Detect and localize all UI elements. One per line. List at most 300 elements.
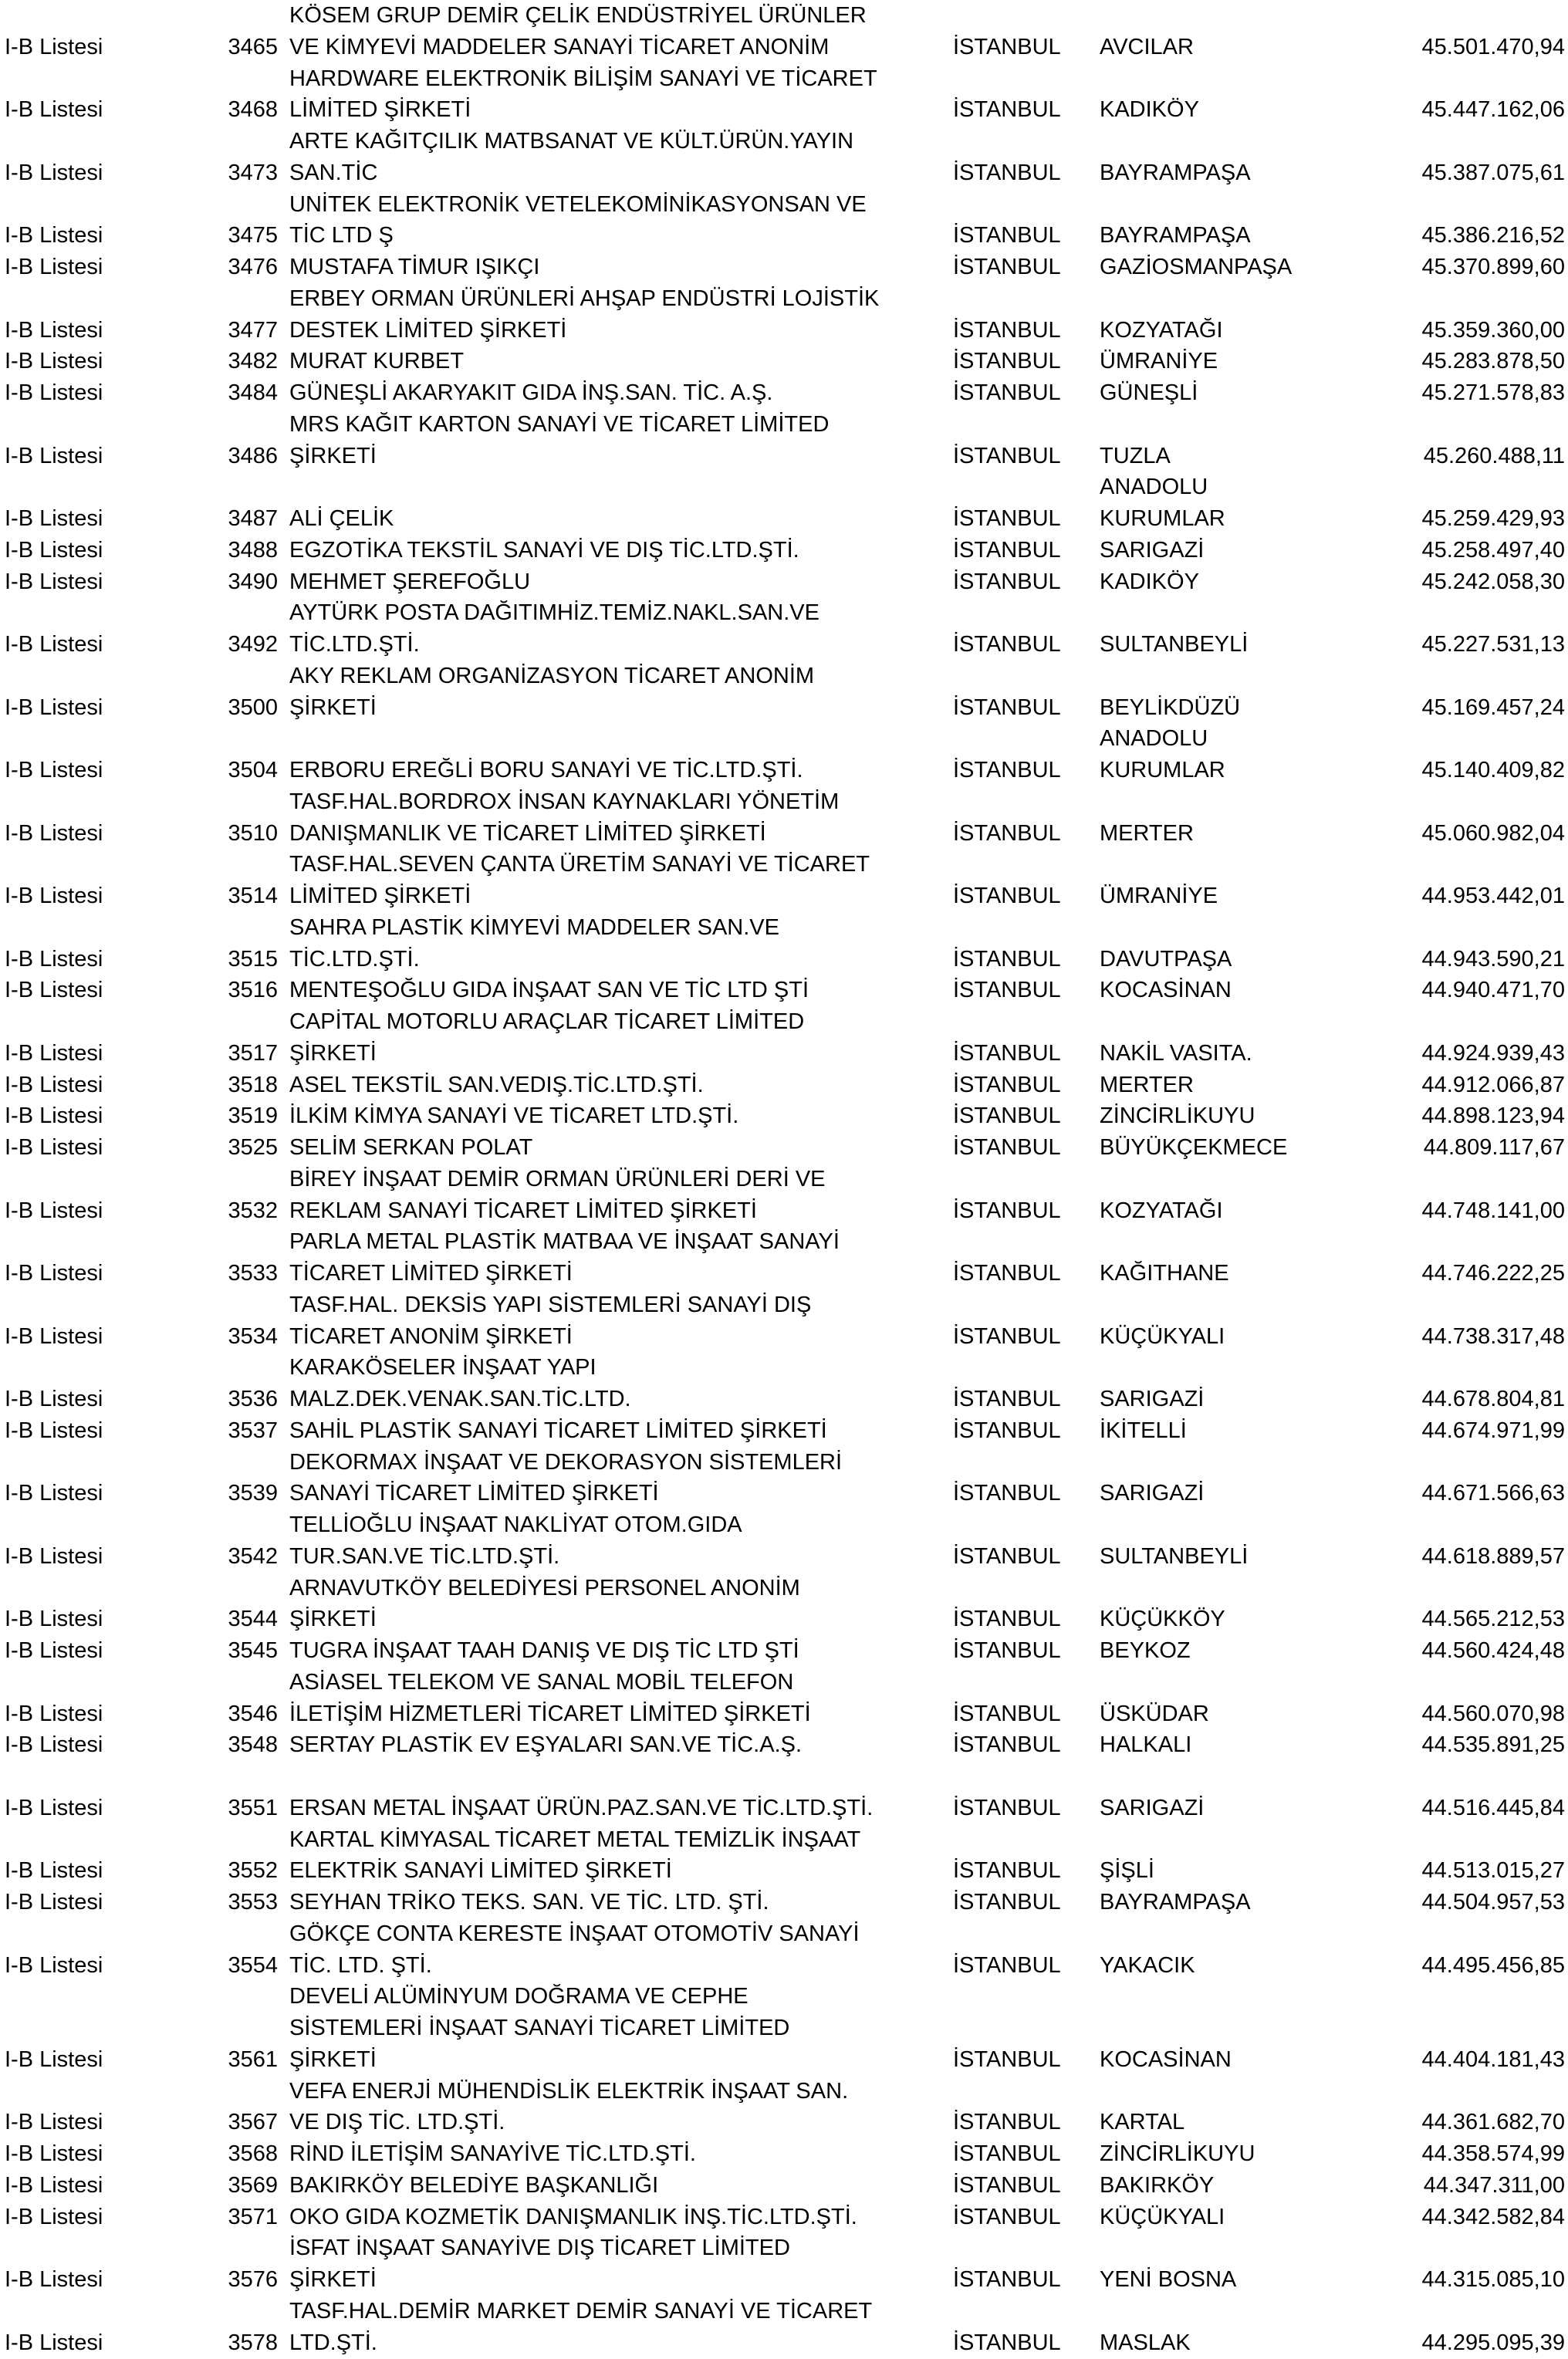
- company-name-cell: MEHMET ŞEREFOĞLU: [289, 569, 531, 594]
- amount-cell: [1412, 1447, 1568, 1479]
- company-name-cell: ASEL TEKSTİL SAN.VEDIŞ.TİC.LTD.ŞTİ.: [289, 1072, 704, 1097]
- tax-office-cell: [1100, 1164, 1412, 1195]
- table-row: [0, 849, 1568, 880]
- amount-cell: 44.746.222,25: [1421, 1261, 1565, 1286]
- company-name-cell: DEVELİ ALÜMİNYUM DOĞRAMA VE CEPHE: [289, 1984, 749, 2009]
- city-cell: İSTANBUL: [953, 34, 1061, 59]
- row-number-cell: 3571: [228, 2204, 278, 2229]
- list-label-cell: [0, 786, 218, 818]
- company-name-cell: ŞİRKETİ: [289, 2267, 377, 2292]
- tax-office-cell: KURUMLAR: [1100, 758, 1225, 782]
- amount-cell: 44.404.181,43: [1421, 2046, 1565, 2072]
- city-cell: İSTANBUL: [953, 349, 1061, 374]
- row-number-cell: 3546: [228, 1701, 278, 1726]
- city-cell: [953, 1981, 1100, 2013]
- amount-cell: 44.565.212,53: [1421, 1607, 1565, 1632]
- table-row: [0, 1132, 1568, 1164]
- tax-office-cell: BEYLİKDÜZÜ: [1100, 695, 1241, 720]
- city-cell: İSTANBUL: [953, 255, 1061, 279]
- row-number-cell: 3504: [228, 758, 278, 782]
- city-cell: [953, 1824, 1100, 1856]
- table-row: [0, 975, 1568, 1006]
- list-label-cell: I-B Listesi: [5, 2172, 103, 2198]
- amount-cell: [1412, 1226, 1568, 1258]
- tax-office-cell: [1100, 1824, 1412, 1856]
- list-label-cell: [0, 1761, 218, 1793]
- tax-office-cell: [1100, 1573, 1412, 1604]
- row-number-cell: [218, 471, 278, 503]
- list-label-cell: I-B Listesi: [5, 2267, 103, 2292]
- company-name-cell: ARNAVUTKÖY BELEDİYESİ PERSONEL ANONİM: [289, 1575, 800, 1600]
- company-name-cell: DANIŞMANLIK VE TİCARET LİMİTED ŞİRKETİ: [289, 820, 766, 846]
- amount-cell: [1412, 283, 1568, 315]
- tax-office-cell: SARIGAZİ: [1100, 1481, 1205, 1506]
- list-label-cell: I-B Listesi: [5, 255, 103, 279]
- list-label-cell: [0, 661, 218, 692]
- tax-office-cell: [1100, 1761, 1412, 1793]
- row-number-cell: [218, 1573, 278, 1604]
- row-number-cell: [218, 1226, 278, 1258]
- amount-cell: 45.271.578,83: [1421, 380, 1565, 405]
- city-cell: [953, 1164, 1100, 1195]
- row-number-cell: 3532: [228, 1198, 278, 1223]
- row-number-cell: 3500: [228, 695, 278, 720]
- list-label-cell: I-B Listesi: [5, 1952, 103, 1978]
- company-name-cell: AYTÜRK POSTA DAĞITIMHİZ.TEMİZ.NAKL.SAN.VE: [289, 600, 819, 626]
- amount-cell: 44.295.095,39: [1421, 2330, 1565, 2355]
- table-row: [0, 692, 1568, 724]
- tax-office-cell: [1100, 2076, 1412, 2107]
- city-cell: İSTANBUL: [953, 317, 1061, 343]
- amount-cell: [1412, 2076, 1568, 2107]
- list-label-cell: [0, 126, 218, 157]
- city-cell: İSTANBUL: [953, 223, 1061, 248]
- city-cell: İSTANBUL: [953, 1418, 1061, 1443]
- tax-office-cell: [1100, 786, 1412, 818]
- company-name-cell: TASF.HAL. DEKSİS YAPI SİSTEMLERİ SANAYİ DIŞ: [289, 1292, 812, 1317]
- company-name-cell: VE DIŞ TİC. LTD.ŞTİ.: [289, 2110, 505, 2135]
- list-label-cell: [0, 1006, 218, 1038]
- table-row: [0, 818, 1568, 850]
- list-label-cell: I-B Listesi: [5, 2330, 103, 2355]
- city-cell: [953, 189, 1100, 221]
- table-row: [0, 1289, 1568, 1321]
- city-cell: İSTANBUL: [953, 1890, 1061, 1915]
- company-name-cell: SAHRA PLASTİK KİMYEVİ MADDELER SAN.VE: [289, 914, 779, 940]
- table-row: [0, 1604, 1568, 1635]
- city-cell: [953, 786, 1100, 818]
- company-name-cell: ELEKTRİK SANAYİ LİMİTED ŞİRKETİ: [289, 1858, 672, 1884]
- table-row: [0, 32, 1568, 63]
- tax-office-cell: AVCILAR: [1100, 34, 1194, 59]
- amount-cell: 44.315.085,10: [1421, 2267, 1565, 2292]
- table-row: [0, 1447, 1568, 1479]
- company-name-cell: MUSTAFA TİMUR IŞIKÇI: [289, 255, 540, 279]
- company-name-cell: LİMİTED ŞİRKETİ: [289, 97, 471, 123]
- list-label-cell: [0, 471, 218, 503]
- list-label-cell: [0, 189, 218, 221]
- tax-office-cell: ÜSKÜDAR: [1100, 1701, 1209, 1726]
- city-cell: İSTANBUL: [953, 2330, 1061, 2355]
- list-label-cell: I-B Listesi: [5, 1387, 103, 1411]
- city-cell: İSTANBUL: [953, 1323, 1061, 1349]
- city-cell: İSTANBUL: [953, 1858, 1061, 1884]
- table-row: [0, 0, 1568, 32]
- list-label-cell: [0, 0, 218, 32]
- amount-cell: 44.912.066,87: [1421, 1072, 1565, 1097]
- company-name-cell: ŞİRKETİ: [289, 1040, 377, 1066]
- company-name-cell: MRS KAĞIT KARTON SANAYİ VE TİCARET LİMİTED: [289, 411, 830, 437]
- amount-cell: 44.943.590,21: [1421, 946, 1565, 972]
- table-row: [0, 1509, 1568, 1541]
- row-number-cell: [218, 409, 278, 441]
- tax-office-cell: BAYRAMPAŞA: [1100, 1890, 1251, 1915]
- company-name-cell: SAHİL PLASTİK SANAYİ TİCARET LİMİTED ŞİRKETİ: [289, 1418, 827, 1443]
- table-row: [0, 1918, 1568, 1950]
- tax-office-cell: KÜÇÜKYALI: [1100, 2204, 1225, 2229]
- tax-office-cell: [1100, 0, 1412, 32]
- city-cell: İSTANBUL: [953, 443, 1061, 468]
- amount-cell: 45.260.488,11: [1423, 443, 1565, 468]
- amount-cell: 45.387.075,61: [1421, 160, 1565, 185]
- row-number-cell: [218, 0, 278, 32]
- amount-cell: 44.560.424,48: [1421, 1638, 1565, 1663]
- city-cell: İSTANBUL: [953, 758, 1061, 782]
- company-name-cell: SİSTEMLERİ İNŞAAT SANAYİ TİCARET LİMİTED: [289, 2016, 790, 2040]
- amount-cell: [1412, 1761, 1568, 1793]
- amount-cell: 45.283.878,50: [1421, 349, 1565, 374]
- table-row: [0, 377, 1568, 409]
- city-cell: İSTANBUL: [953, 1135, 1061, 1160]
- company-name-cell: MENTEŞOĞLU GIDA İNŞAAT SAN VE TİC LTD ŞTİ: [289, 978, 809, 1003]
- table-row: [0, 566, 1568, 598]
- list-label-cell: I-B Listesi: [5, 97, 103, 123]
- city-cell: İSTANBUL: [953, 537, 1061, 563]
- row-number-cell: 3537: [228, 1418, 278, 1443]
- amount-cell: [1412, 409, 1568, 441]
- city-cell: İSTANBUL: [953, 946, 1061, 972]
- tax-office-cell: [1100, 1226, 1412, 1258]
- company-name-cell: GÖKÇE CONTA KERESTE İNŞAAT OTOMOTİV SANAYİ: [289, 1921, 860, 1946]
- table-row: [0, 1824, 1568, 1856]
- company-name-cell: ASİASEL TELEKOM VE SANAL MOBİL TELEFON: [289, 1669, 794, 1695]
- table-row: [0, 723, 1568, 755]
- row-number-cell: 3515: [228, 946, 278, 972]
- amount-cell: 44.940.471,70: [1421, 978, 1565, 1003]
- list-label-cell: [0, 63, 218, 95]
- list-label-cell: I-B Listesi: [5, 1198, 103, 1223]
- tax-office-cell: YAKACIK: [1100, 1952, 1195, 1978]
- tax-office-cell: KADIKÖY: [1100, 569, 1199, 594]
- amount-cell: [1412, 1824, 1568, 1856]
- row-number-cell: 3465: [228, 34, 278, 59]
- company-name-cell: ALİ ÇELİK: [289, 506, 394, 531]
- company-name-cell: MURAT KURBET: [289, 349, 465, 374]
- company-name-cell: KARAKÖSELER İNŞAAT YAPI: [289, 1355, 596, 1381]
- table-row: [0, 1006, 1568, 1038]
- row-number-cell: 3475: [228, 223, 278, 248]
- row-number-cell: 3553: [228, 1890, 278, 1915]
- city-cell: İSTANBUL: [953, 1040, 1061, 1066]
- table-row: [0, 1855, 1568, 1887]
- row-number-cell: [218, 912, 278, 944]
- list-label-cell: I-B Listesi: [5, 695, 103, 720]
- tax-office-cell: KARTAL: [1100, 2110, 1185, 2135]
- list-label-cell: I-B Listesi: [5, 160, 103, 185]
- tax-office-cell: [1100, 2232, 1412, 2264]
- tax-office-cell: KOZYATAĞI: [1100, 317, 1223, 343]
- city-cell: [953, 283, 1100, 315]
- amount-cell: 44.342.582,84: [1421, 2204, 1565, 2229]
- company-name-cell: TİCARET ANONİM ŞİRKETİ: [289, 1323, 573, 1349]
- row-number-cell: 3548: [228, 1732, 278, 1758]
- amount-cell: 44.953.442,01: [1421, 884, 1565, 908]
- list-label-cell: I-B Listesi: [5, 1072, 103, 1097]
- table-row: [0, 1635, 1568, 1667]
- table-row: [0, 1321, 1568, 1353]
- amount-cell: 45.242.058,30: [1421, 569, 1565, 594]
- table-row: [0, 2327, 1568, 2359]
- row-number-cell: 3519: [228, 1103, 278, 1129]
- amount-cell: 45.370.899,60: [1421, 255, 1565, 279]
- amount-cell: [1412, 1981, 1568, 2013]
- row-number-cell: [218, 2076, 278, 2107]
- list-label-cell: I-B Listesi: [5, 1543, 103, 1569]
- company-name-cell: ERBEY ORMAN ÜRÜNLERİ AHŞAP ENDÜSTRİ LOJİSTİK: [289, 286, 880, 311]
- row-number-cell: 3490: [228, 569, 278, 594]
- row-number-cell: 3488: [228, 537, 278, 563]
- row-number-cell: [218, 63, 278, 95]
- row-number-cell: 3517: [228, 1040, 278, 1066]
- table-row: [0, 661, 1568, 692]
- tax-office-cell: ZİNCİRLİKUYU: [1100, 1103, 1255, 1129]
- table-row: [0, 2013, 1568, 2044]
- row-number-cell: 3569: [228, 2172, 278, 2198]
- tax-office-cell: NAKİL VASITA.: [1100, 1040, 1252, 1066]
- amount-cell: 45.169.457,24: [1421, 695, 1565, 720]
- row-number-cell: 3477: [228, 317, 278, 343]
- row-number-cell: [218, 849, 278, 880]
- city-cell: İSTANBUL: [953, 1607, 1061, 1632]
- table-row: [0, 126, 1568, 157]
- tax-office-cell: [1100, 1447, 1412, 1479]
- company-name-cell: BİREY İNŞAAT DEMİR ORMAN ÜRÜNLERİ DERİ VE: [289, 1166, 826, 1191]
- tax-office-cell: [1100, 1509, 1412, 1541]
- amount-cell: 44.504.957,53: [1421, 1890, 1565, 1915]
- city-cell: [953, 2296, 1100, 2327]
- list-label-cell: [0, 283, 218, 315]
- table-row: [0, 912, 1568, 944]
- amount-cell: 45.060.982,04: [1421, 820, 1565, 846]
- city-cell: [953, 1509, 1100, 1541]
- city-cell: [953, 0, 1100, 32]
- tax-office-cell: [1100, 189, 1412, 221]
- list-label-cell: I-B Listesi: [5, 1795, 103, 1820]
- list-label-cell: I-B Listesi: [5, 506, 103, 531]
- row-number-cell: 3516: [228, 978, 278, 1003]
- city-cell: [953, 912, 1100, 944]
- tax-office-cell: DAVUTPAŞA: [1100, 946, 1232, 972]
- amount-cell: 45.227.531,13: [1421, 632, 1565, 657]
- city-cell: [953, 1761, 1100, 1793]
- row-number-cell: [218, 661, 278, 692]
- table-row: [0, 2202, 1568, 2233]
- company-name-cell: TİC.LTD.ŞTİ.: [289, 946, 420, 972]
- city-cell: [953, 2076, 1100, 2107]
- company-name-cell: UNİTEK ELEKTRONİK VETELEKOMİNİKASYONSAN VE: [289, 191, 867, 217]
- tax-office-cell: KOCASİNAN: [1100, 2046, 1232, 2072]
- row-number-cell: 3552: [228, 1858, 278, 1884]
- row-number-cell: [218, 1289, 278, 1321]
- city-cell: [953, 1573, 1100, 1604]
- row-number-cell: 3484: [228, 380, 278, 405]
- city-cell: İSTANBUL: [953, 884, 1061, 908]
- tax-office-cell: GAZİOSMANPAŞA: [1100, 255, 1293, 279]
- list-label-cell: [0, 1226, 218, 1258]
- list-label-cell: [0, 1447, 218, 1479]
- city-cell: İSTANBUL: [953, 820, 1061, 846]
- tax-office-cell: [1100, 1667, 1412, 1698]
- company-name-cell: EGZOTİKA TEKSTİL SANAYİ VE DIŞ TİC.LTD.ŞTİ.: [289, 537, 799, 563]
- company-name-cell: SAN.TİC: [289, 160, 378, 185]
- row-number-cell: [218, 1667, 278, 1698]
- city-cell: [953, 409, 1100, 441]
- company-name-cell: TİC.LTD.ŞTİ.: [289, 632, 420, 657]
- row-number-cell: 3473: [228, 160, 278, 185]
- amount-cell: [1412, 1573, 1568, 1604]
- amount-cell: [1412, 1509, 1568, 1541]
- amount-cell: 44.347.311,00: [1423, 2172, 1565, 2198]
- amount-cell: [1412, 597, 1568, 629]
- city-cell: İSTANBUL: [953, 160, 1061, 185]
- company-name-cell: ARTE KAĞITÇILIK MATBSANAT VE KÜLT.ÜRÜN.YAYIN: [289, 129, 854, 154]
- amount-cell: 44.535.891,25: [1421, 1732, 1565, 1758]
- city-cell: İSTANBUL: [953, 2172, 1061, 2198]
- row-number-cell: [218, 2296, 278, 2327]
- tax-office-cell: [1100, 849, 1412, 880]
- company-name-cell: VEFA ENERJİ MÜHENDİSLİK ELEKTRİK İNŞAAT SAN.: [289, 2078, 849, 2104]
- table-row: [0, 441, 1568, 472]
- company-name-cell: SEYHAN TRİKO TEKS. SAN. VE TİC. LTD. ŞTİ.: [289, 1890, 769, 1915]
- company-name-cell: TUR.SAN.VE TİC.LTD.ŞTİ.: [289, 1543, 560, 1569]
- table-row: [0, 880, 1568, 912]
- amount-cell: [1412, 1006, 1568, 1038]
- company-name-cell: ERBORU EREĞLİ BORU SANAYİ VE TİC.LTD.ŞTİ.: [289, 758, 803, 782]
- list-label-cell: I-B Listesi: [5, 1481, 103, 1506]
- city-cell: [953, 1289, 1100, 1321]
- company-name-cell: CAPİTAL MOTORLU ARAÇLAR TİCARET LİMİTED: [289, 1009, 805, 1034]
- tax-office-cell: [1100, 2296, 1412, 2327]
- amount-cell: [1412, 2013, 1568, 2044]
- company-name-cell: DESTEK LİMİTED ŞİRKETİ: [289, 317, 567, 343]
- row-number-cell: [218, 283, 278, 315]
- company-name-cell: REKLAM SANAYİ TİCARET LİMİTED ŞİRKETİ: [289, 1198, 757, 1223]
- city-cell: [953, 597, 1100, 629]
- table-row: [0, 1667, 1568, 1698]
- company-name-cell: [278, 723, 953, 755]
- row-number-cell: 3510: [228, 820, 278, 846]
- tax-office-cell: [1100, 2013, 1412, 2044]
- list-label-cell: I-B Listesi: [5, 349, 103, 374]
- table-row: [0, 1100, 1568, 1132]
- table-row: [0, 597, 1568, 629]
- city-cell: [953, 2232, 1100, 2264]
- city-cell: İSTANBUL: [953, 2046, 1061, 2072]
- table-row: [0, 2138, 1568, 2170]
- tax-office-cell: [1100, 409, 1412, 441]
- tax-office-cell: MASLAK: [1100, 2330, 1191, 2355]
- city-cell: İSTANBUL: [953, 1701, 1061, 1726]
- amount-cell: 44.674.971,99: [1421, 1418, 1565, 1443]
- city-cell: İSTANBUL: [953, 1481, 1061, 1506]
- table-row: [0, 2232, 1568, 2264]
- tax-office-cell: SARIGAZİ: [1100, 1387, 1205, 1411]
- tax-office-cell: [1100, 1006, 1412, 1038]
- company-name-cell: [278, 471, 953, 503]
- amount-cell: 44.924.939,43: [1421, 1040, 1565, 1066]
- company-name-cell: MALZ.DEK.VENAK.SAN.TİC.LTD.: [289, 1387, 631, 1411]
- tax-office-cell: SULTANBEYLİ: [1100, 632, 1249, 657]
- row-number-cell: 3533: [228, 1261, 278, 1286]
- list-label-cell: I-B Listesi: [5, 34, 103, 59]
- city-cell: [953, 1447, 1100, 1479]
- tax-office-cell: [1100, 1289, 1412, 1321]
- tax-office-cell: ÜMRANİYE: [1100, 349, 1218, 374]
- city-cell: İSTANBUL: [953, 1072, 1061, 1097]
- table-row: [0, 315, 1568, 346]
- list-label-cell: I-B Listesi: [5, 537, 103, 563]
- city-cell: İSTANBUL: [953, 1387, 1061, 1411]
- company-name-cell: VE KİMYEVİ MADDELER SANAYİ TİCARET ANONİM: [289, 34, 830, 59]
- tax-office-cell: HALKALI: [1100, 1732, 1192, 1758]
- tax-office-cell: KADIKÖY: [1100, 97, 1199, 123]
- city-cell: [953, 2013, 1100, 2044]
- amount-cell: [1412, 471, 1568, 503]
- company-name-cell: TİC LTD Ş: [289, 223, 394, 248]
- table-row: [0, 1415, 1568, 1447]
- amount-cell: 45.386.216,52: [1421, 223, 1565, 248]
- table-row: [0, 409, 1568, 441]
- city-cell: İSTANBUL: [953, 1952, 1061, 1978]
- amount-cell: 44.516.445,84: [1421, 1795, 1565, 1820]
- company-name-cell: SANAYİ TİCARET LİMİTED ŞİRKETİ: [289, 1481, 659, 1506]
- row-number-cell: 3561: [228, 2046, 278, 2072]
- city-cell: İSTANBUL: [953, 2141, 1061, 2166]
- tax-office-cell: SARIGAZİ: [1100, 537, 1205, 563]
- city-cell: [953, 849, 1100, 880]
- company-name-cell: HARDWARE ELEKTRONİK BİLİŞİM SANAYİ VE TİCARET: [289, 66, 877, 91]
- city-cell: İSTANBUL: [953, 1103, 1061, 1129]
- city-cell: [953, 126, 1100, 157]
- list-label-cell: I-B Listesi: [5, 1103, 103, 1129]
- row-number-cell: [218, 723, 278, 755]
- table-row: [0, 1887, 1568, 1918]
- list-label-cell: I-B Listesi: [5, 569, 103, 594]
- company-name-cell: PARLA METAL PLASTİK MATBAA VE İNŞAAT SANAYİ: [289, 1229, 840, 1255]
- row-number-cell: [218, 2013, 278, 2044]
- row-number-cell: [218, 1761, 278, 1793]
- company-name-cell: TASF.HAL.SEVEN ÇANTA ÜRETİM SANAYİ VE TİCARET: [289, 852, 870, 877]
- row-number-cell: [218, 786, 278, 818]
- amount-cell: 44.495.456,85: [1421, 1952, 1565, 1978]
- tax-office-cell: KURUMLAR: [1100, 506, 1225, 531]
- amount-cell: 44.748.141,00: [1421, 1198, 1565, 1223]
- company-name-cell: ŞİRKETİ: [289, 2046, 377, 2072]
- city-cell: [953, 661, 1100, 692]
- list-label-cell: I-B Listesi: [5, 1701, 103, 1726]
- amount-cell: [1412, 723, 1568, 755]
- list-label-cell: [0, 1573, 218, 1604]
